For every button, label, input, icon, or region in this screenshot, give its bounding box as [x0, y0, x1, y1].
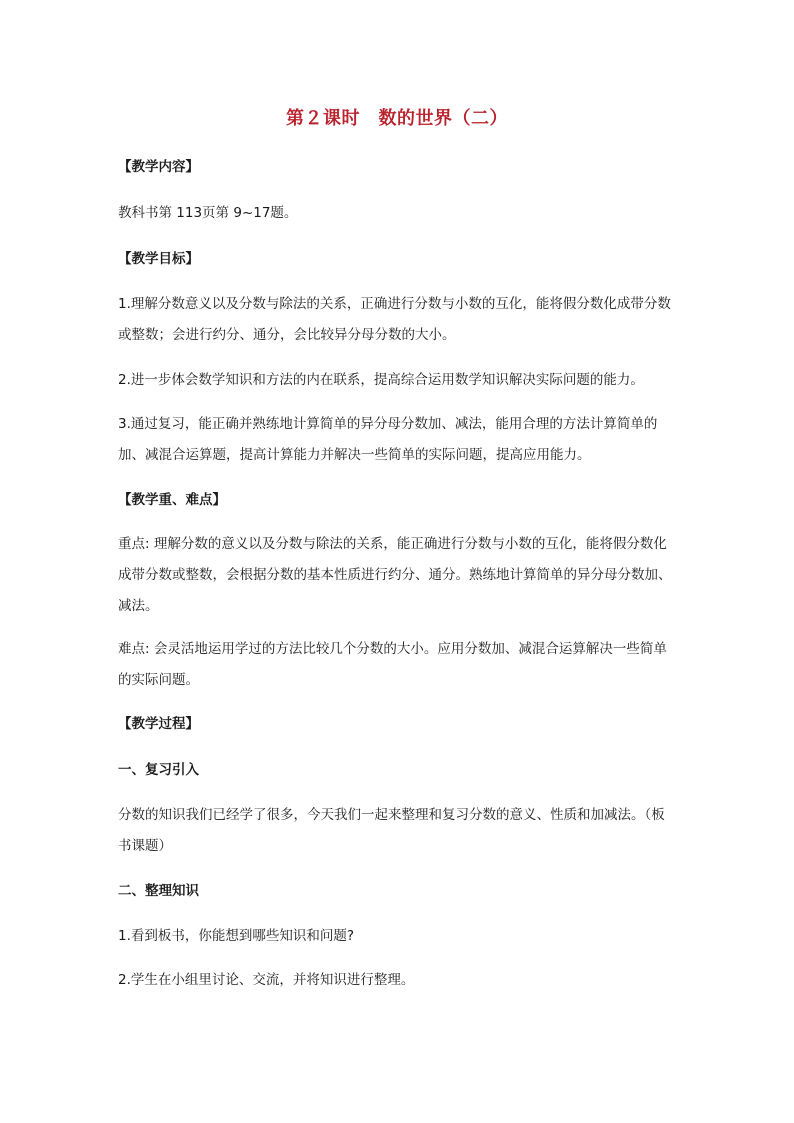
goal-item-1: 1.理解分数意义以及分数与除法的关系，正确进行分数与小数的互化，能将假分数化成带分数或整数；会进行约分、通分，会比较异分母分数的大小。: [118, 296, 671, 343]
organize-item-2: 2.学生在小组里讨论、交流，并将知识进行整理。: [118, 972, 415, 988]
organize-item-1: 1.看到板书，你能想到哪些知识和问题?: [118, 928, 355, 944]
page-title: 第２课时 数的世界（二）: [286, 108, 508, 129]
heading-teaching-process: 【教学过程】: [118, 716, 199, 732]
heading-teaching-content: 【教学内容】: [118, 159, 199, 175]
section-organize-knowledge-heading: 二、整理知识: [118, 883, 199, 899]
difficult-point-text: 难点: 会灵活地运用学过的方法比较几个分数的大小。应用分数加、减混合运算解决一些简单的实际问题。: [118, 641, 667, 688]
heading-teaching-goals: 【教学目标】: [118, 251, 199, 267]
key-point-text: 重点: 理解分数的意义以及分数与除法的关系，能正确进行分数与小数的互化，能将假分数化成带分数或整数，会根据分数的基本性质进行约分、通分。熟练地计算简单的异分母分数加、减法。: [118, 536, 672, 614]
goal-item-3: 3.通过复习，能正确并熟练地计算简单的异分母分数加、减法，能用合理的方法计算简单的加、减混合运算题，提高计算能力并解决一些简单的实际问题，提高应用能力。: [118, 416, 658, 463]
section-review-intro-heading: 一、复习引入: [118, 762, 199, 778]
goal-item-2: 2.进一步体会数学知识和方法的内在联系，提高综合运用数学知识解决实际问题的能力。: [118, 372, 644, 388]
heading-key-difficult-points: 【教学重、难点】: [118, 492, 226, 508]
teaching-content-text: 教科书第 113页第 9~17题。: [118, 205, 298, 221]
review-intro-text: 分数的知识我们已经学了很多，今天我们一起来整理和复习分数的意义、性质和加减法。（板书课题）: [118, 807, 665, 854]
